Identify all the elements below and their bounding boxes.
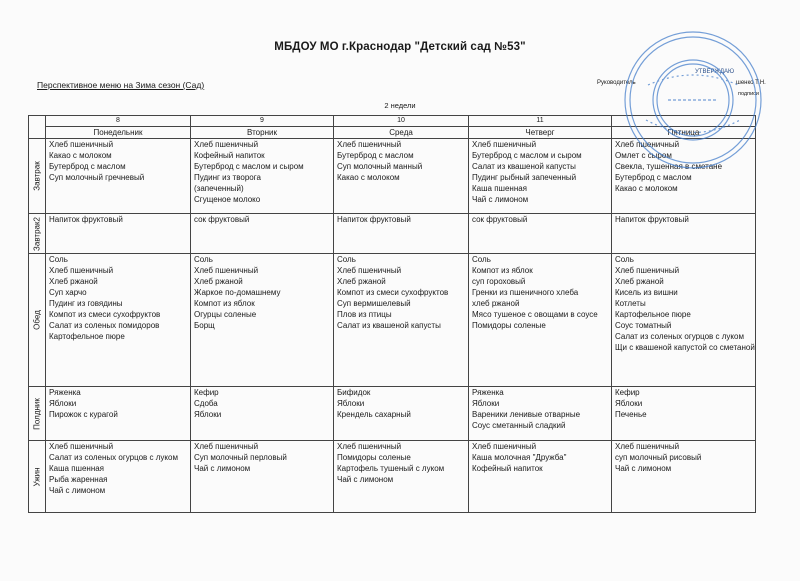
meal-label: Полдник [32, 397, 42, 430]
dish-item: Бутерброд с маслом [49, 162, 126, 171]
day-name-row [29, 127, 756, 139]
dish-item: Суп вермишелевый [337, 299, 411, 308]
menu-cell [334, 254, 469, 387]
menu-cell [612, 214, 756, 254]
dish-item: Сдоба [194, 399, 218, 408]
dish-item: Кофейный напиток [472, 464, 543, 473]
dish-item: Хлеб ржаной [194, 277, 243, 286]
dish-item: Соль [472, 255, 491, 264]
dish-item: Яблоки [472, 399, 500, 408]
day-number: 11 [469, 116, 612, 127]
dish-item: Салат из соленых помидоров [49, 321, 160, 330]
dish-item: Напиток фруктовый [49, 215, 123, 224]
menu-cell [46, 387, 191, 441]
dish-item: Компот из смеси сухофруктов [337, 288, 449, 297]
dish-item: Хлеб пшеничный [194, 140, 259, 149]
dish-item: Суп молочный манный [337, 162, 423, 171]
dish-item: Соль [49, 255, 68, 264]
dish-item: Яблоки [194, 410, 222, 419]
dish-item: Помидоры соленые [337, 453, 411, 462]
dish-item: Салат из квашеной капусты [337, 321, 441, 330]
day-number [612, 116, 756, 127]
dish-item: Компот из смеси сухофруктов [49, 310, 161, 319]
menu-cell [334, 139, 469, 214]
menu-cell [191, 441, 334, 513]
menu-cell [191, 254, 334, 387]
dish-item: Гренки из пшеничного хлеба [472, 288, 579, 297]
dish-item: Салат из соленых огурцов с луком [49, 453, 178, 462]
meal-label-cell [29, 214, 46, 254]
dish-item: Каша молочная "Дружба" [472, 453, 567, 462]
approval-name: шенко Т.Н. [736, 80, 766, 86]
dish-item: Картофельное пюре [49, 332, 125, 341]
meal-label: Завтрак2 [32, 216, 42, 251]
dish-item: сок фруктовый [194, 215, 250, 224]
menu-cell [612, 387, 756, 441]
meal-row [29, 139, 756, 214]
dish-item: Ряженка [472, 388, 504, 397]
dish-item: Хлеб пшеничный [49, 140, 114, 149]
dish-item: Соль [615, 255, 634, 264]
day-header: Понедельник [46, 127, 191, 139]
menu-cell [191, 214, 334, 254]
day-number-row [29, 116, 756, 127]
dish-item: Суп молочный перловый [194, 453, 287, 462]
meal-label-cell [29, 387, 46, 441]
dish-item: Каша пшенная [472, 184, 528, 193]
dish-item: Чай с лимоном [615, 464, 672, 473]
dish-item: Хлеб пшеничный [615, 442, 680, 451]
dish-item: Хлеб ржаной [337, 277, 386, 286]
meal-label: Завтрак [32, 161, 42, 191]
dish-item: Соль [194, 255, 213, 264]
dish-item: Напиток фруктовый [337, 215, 411, 224]
dish-item: Жаркое по-домашнему [194, 288, 281, 297]
dish-item: Кисель из вишни [615, 288, 678, 297]
dish-item: Хлеб пшеничный [337, 266, 402, 275]
approval-word: УТВЕРЖДАЮ [695, 69, 735, 75]
meal-row [29, 441, 756, 513]
menu-cell [469, 387, 612, 441]
meal-row [29, 214, 756, 254]
dish-item: Чай с лимоном [194, 464, 251, 473]
meal-label-cell [29, 441, 46, 513]
dish-item: Хлеб пшеничный [194, 442, 259, 451]
approval-position: Руководитель [597, 80, 636, 86]
dish-item: суп молочный рисовый [615, 453, 702, 462]
dish-item: Пудинг из говядины [49, 299, 123, 308]
dish-item: Бифидок [337, 388, 371, 397]
dish-item: Хлеб пшеничный [615, 266, 680, 275]
dish-item: Сгущеное молоко [194, 195, 261, 204]
dish-item: Суп харчо [49, 288, 87, 297]
dish-item: Кефир [615, 388, 640, 397]
dish-item: Каша пшенная [49, 464, 105, 473]
dish-item: Крендель сахарный [337, 410, 411, 419]
dish-item: Хлеб пшеничный [194, 266, 259, 275]
document-title: МБДОУ МО г.Краснодар "Детский сад №53" [274, 41, 526, 53]
dish-item: Картофель тушеный с луком [337, 464, 445, 473]
menu-cell [469, 139, 612, 214]
meal-label-cell [29, 254, 46, 387]
meal-label: Обед [32, 310, 42, 330]
dish-item: (запеченный) [194, 184, 244, 193]
dish-item: Мясо тушеное с овощами в соусе [472, 310, 598, 319]
menu-cell [469, 441, 612, 513]
dish-item: Какао с молоком [49, 151, 112, 160]
day-number: 8 [46, 116, 191, 127]
dish-item: Котлеты [615, 299, 646, 308]
dish-item: Чай с лимоном [472, 195, 529, 204]
week-label: 2 недели [384, 101, 416, 110]
dish-item: Какао с молоком [615, 184, 678, 193]
dish-item: Какао с молоком [337, 173, 400, 182]
dish-item: Картофельное пюре [615, 310, 691, 319]
day-number: 9 [191, 116, 334, 127]
dish-item: Хлеб пшеничный [49, 442, 114, 451]
menu-cell [46, 214, 191, 254]
dish-item: Хлеб ржаной [49, 277, 98, 286]
dish-item: Компот из яблок [472, 266, 533, 275]
day-header: Четверг [469, 127, 612, 139]
menu-cell [469, 214, 612, 254]
menu-cell [469, 254, 612, 387]
dish-item: Напиток фруктовый [615, 215, 689, 224]
meal-label: Ужин [32, 466, 42, 487]
dish-item: Пудинг рыбный запеченный [472, 173, 577, 182]
dish-item: Кофейный напиток [194, 151, 265, 160]
menu-cell [612, 441, 756, 513]
dish-item: Хлеб пшеничный [337, 442, 402, 451]
menu-cell [334, 387, 469, 441]
dish-item: Бутерброд с маслом [615, 173, 692, 182]
dish-item: Огурцы соленые [194, 310, 257, 319]
dish-item: Соус сметанный сладкий [472, 421, 566, 430]
dish-item: Соус томатный [615, 321, 672, 330]
day-header: Пятница [612, 127, 756, 139]
day-header: Среда [334, 127, 469, 139]
dish-item: Пудинг из творога [194, 173, 261, 182]
menu-cell [46, 254, 191, 387]
dish-item: Яблоки [337, 399, 365, 408]
dish-item: хлеб ржаной [472, 299, 520, 308]
meal-row [29, 254, 756, 387]
dish-item: Чай с лимоном [337, 475, 394, 484]
dish-item: Компот из яблок [194, 299, 255, 308]
dish-item: Яблоки [49, 399, 77, 408]
dish-item: Рыба жаренная [49, 475, 108, 484]
dish-item: Хлеб пшеничный [49, 266, 114, 275]
dish-item: Печенье [615, 410, 647, 419]
dish-item: Салат из соленых огурцов с луком [615, 332, 744, 341]
dish-item: Соль [337, 255, 356, 264]
dish-item: Хлеб пшеничный [472, 442, 537, 451]
meal-label-cell [29, 139, 46, 214]
dish-item: Помидоры соленые [472, 321, 546, 330]
dish-item: Суп молочный гречневый [49, 173, 145, 182]
dish-item: сок фруктовый [472, 215, 528, 224]
dish-item: Бутерброд с маслом [337, 151, 414, 160]
dish-item: Хлеб пшеничный [472, 140, 537, 149]
menu-cell [191, 139, 334, 214]
menu-cell [612, 139, 756, 214]
dish-item: Борщ [194, 321, 215, 330]
menu-subtitle: Перспективное меню на Зима сезон (Сад) [37, 80, 205, 90]
day-number: 10 [334, 116, 469, 127]
day-header: Вторник [191, 127, 334, 139]
dish-item: Чай с лимоном [49, 486, 106, 495]
dish-item: Кефир [194, 388, 219, 397]
dish-item: Вареники ленивые отварные [472, 410, 581, 419]
dish-item: Яблоки [615, 399, 643, 408]
menu-cell [191, 387, 334, 441]
corner-cell [29, 116, 46, 139]
dish-item: Омлет с сыром [615, 151, 672, 160]
dish-item: Пирожок с курагой [49, 410, 118, 419]
menu-cell [612, 254, 756, 387]
approval-signature-note: подписи [738, 91, 759, 97]
menu-table [28, 115, 756, 513]
menu-cell [46, 441, 191, 513]
menu-cell [334, 441, 469, 513]
dish-item: Хлеб пшеничный [615, 140, 680, 149]
menu-cell [334, 214, 469, 254]
meal-row [29, 387, 756, 441]
dish-item: Плов из птицы [337, 310, 392, 319]
dish-item: суп гороховый [472, 277, 526, 286]
menu-cell [46, 139, 191, 214]
dish-item: Бутерброд с маслом и сыром [472, 151, 582, 160]
dish-item: Хлеб пшеничный [337, 140, 402, 149]
dish-item: Щи с квашеной капустой со сметаной [615, 343, 755, 352]
dish-item: Бутерброд с маслом и сыром [194, 162, 304, 171]
dish-item: Хлеб ржаной [615, 277, 664, 286]
dish-item: Ряженка [49, 388, 81, 397]
dish-item: Свекла, тушенная в сметане [615, 162, 723, 171]
dish-item: Салат из квашеной капусты [472, 162, 576, 171]
